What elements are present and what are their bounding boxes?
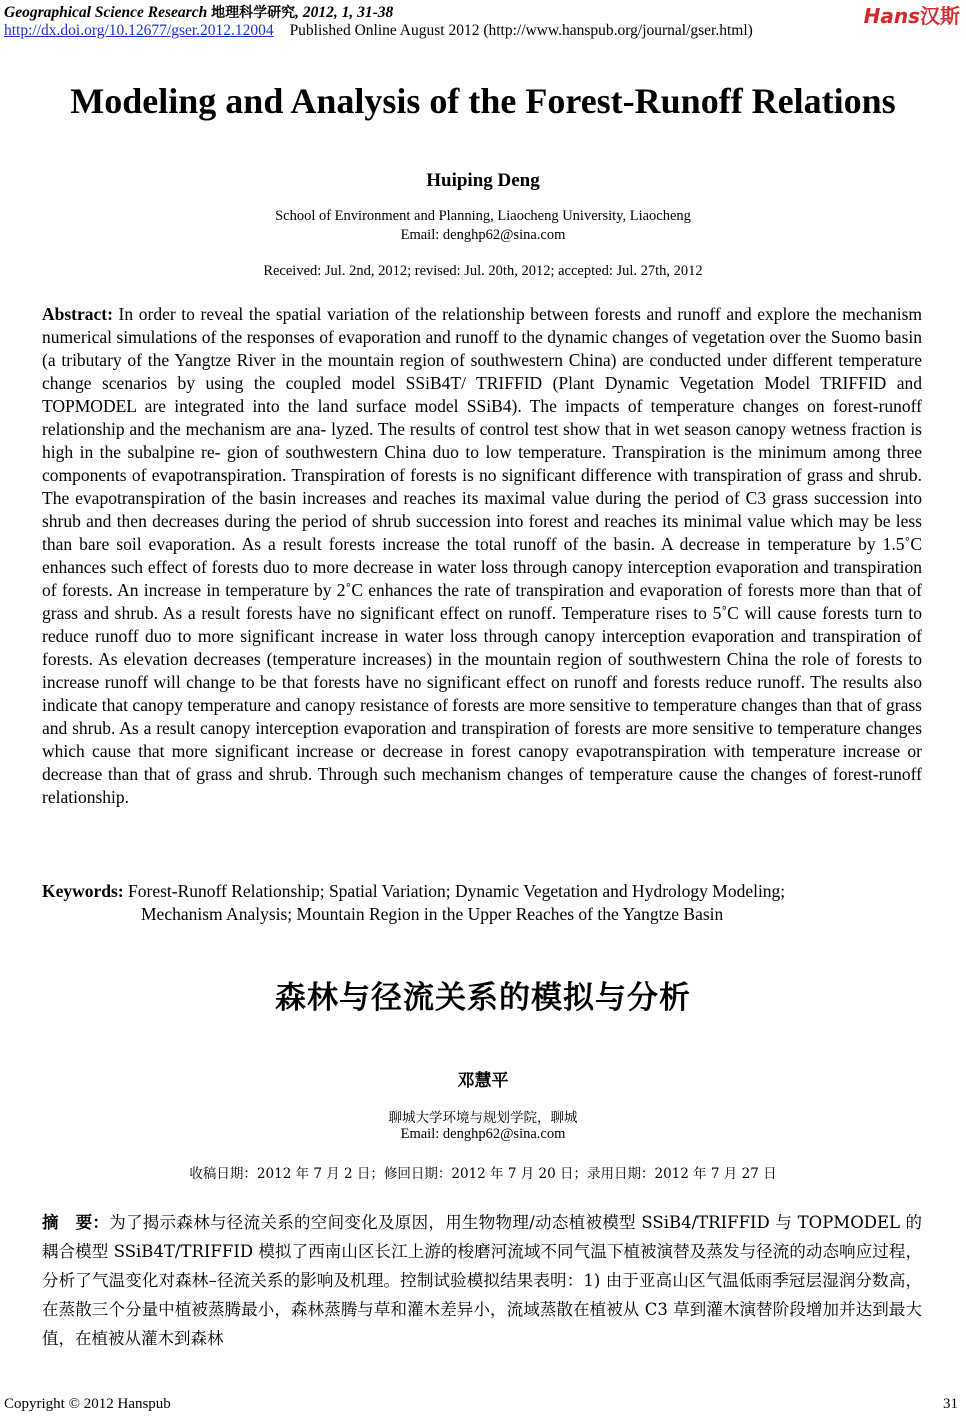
abstract-text: In order to reveal the spatial variation of the relationship between forests and runoff and explore the mechanism numerical simulations of the responses of evaporation and runoff to the dynamic changes of vegetation over the Suomo basin (a tributary of the Yangtze River in the mountain region of southwestern China) are conducted under different temperature change scenarios by using the coupled model SSiB4T/ TRIFFID (Plant Dynamic Vegetation Model TRIFFID and TOPMODEL are integrated into the land surface model SSiB4). The impacts of temperature changes on forest-runoff relationship and the mechanism are ana- lyzed. The results of control test show that in wet season canopy wetness fraction is high in the subalpine re- gion of southwestern China duo to low temperature. Transpiration is the minimum among three components of evapotranspiration. Transpiration of forests is no significant difference with transpiration of grass and shrub. The evapotranspiration of the basin increases and reaches its maximal value during the period of C3 grass succession into shrub and then decreases during the period of shrub succession into forest and reaches its minimal value which may be less than bare soil evaporation. As a result forests increase the total runoff of the basin. A decrease in temperature by 1.5˚C enhances such effect of forests duo to more decrease in water loss through canopy interception evaporation and transpiration of forests. An increase in temperature by 2˚C enhances the rate of transpiration and evaporation of forests more than that of grass and shrub. As a result forests have no significant effect on runoff. Temperature rises to 5˚C will cause forests turn to reduce runoff duo to more significant increase in water loss through canopy interception evaporation and transpiration of forests. As elevation decreases (temperature increases) in the mountain region of southwestern China the role of forests to increase runoff will change to be that forests have no significant effect on runoff and forests reduce runoff. The results also indicate that canopy temperature and canopy resistance of forests are more sensitive to temperature changes than that of grass and shrub. As a result canopy interception evaporation and transpiration of forests are more sensitive to temperature changes which cause that more significant increase or decrease in forest canopy evapotranspiration with temperature increase or decrease than that of grass and shrub. Through such mechanism changes of temperature cause the changes of forest-runoff relationship. — [42, 304, 922, 807]
journal-header — [4, 2, 393, 22]
keywords-line2: Mechanism Analysis; Mountain Region in the Upper Reaches of the Yangtze Basin — [141, 904, 724, 924]
dates-en: Received: Jul. 2nd, 2012; revised: Jul. 20th, 2012; accepted: Jul. 27th, 2012 — [263, 263, 703, 279]
abstract-label: Abstract: — [42, 304, 113, 324]
email-en: Email: denghp62@sina.com — [400, 227, 566, 243]
abstract-cn — [42, 1208, 922, 1353]
journal-name: Geographical Science Research — [4, 4, 208, 21]
logo-text-cn: 汉斯 — [920, 4, 960, 28]
keywords-en — [42, 880, 942, 926]
header-line2 — [4, 22, 753, 40]
keywords-label: Keywords: — [42, 881, 124, 901]
author-en: Huiping Deng — [426, 170, 540, 191]
affiliation-cn: 聊城大学环境与规划学院，聊城 — [388, 1110, 578, 1126]
author-cn: 邓慧平 — [457, 1071, 509, 1091]
doi-link[interactable]: http://dx.doi.org/10.12677/gser.2012.12004 — [4, 22, 274, 39]
affiliation-en: School of Environment and Planning, Liaocheng University, Liaocheng — [275, 208, 691, 224]
logo-text-en: Hans — [863, 4, 920, 28]
keywords-line1: Forest-Runoff Relationship; Spatial Variation; Dynamic Vegetation and Hydrology Modeling; — [123, 881, 786, 901]
abstract-cn-text: 为了揭示森林与径流关系的空间变化及原因，用生物物理/动态植被模型 SSiB4/TRIFFID 与 TOPMODEL 的耦合模型 SSiB4T/TRIFFID 模拟了西南山区长江上游的梭磨河流域不同气温下植被演替及蒸发与径流的动态响应过程，分析了气温变化对森林–径流关系的影响及机理。控制试验模拟结果表明：1) 由于亚高山区气温低雨季冠层湿润分数高，在蒸散三个分量中植被蒸腾最小，森林蒸腾与草和灌木差异小，流域蒸散在植被从 C3 草到灌木演替阶段增加并达到最大值，在植被从灌木到森林 — [42, 1213, 922, 1348]
page-number: 31 — [943, 1396, 958, 1412]
copyright: Copyright © 2012 Hanspub — [4, 1396, 171, 1412]
journal-name-cn: 地理科学研究 — [211, 5, 296, 21]
dates-cn: 收稿日期：2012 年 7 月 2 日；修回日期：2012 年 7 月 20 日；录用日期：2012 年 7 月 27 日 — [189, 1166, 777, 1182]
abstract-en — [42, 303, 922, 809]
paper-title-en: Modeling and Analysis of the Forest-Runoff Relations — [70, 81, 896, 121]
paper-title-cn: 森林与径流关系的模拟与分析 — [275, 980, 691, 1016]
hans-logo — [864, 0, 960, 29]
journal-issue: , 2012, 1, 31-38 — [295, 4, 394, 21]
published-info: Published Online August 2012 (http://www.hanspub.org/journal/gser.html) — [289, 22, 753, 39]
email-cn: Email: denghp62@sina.com — [400, 1126, 566, 1142]
abstract-cn-label: 摘 要： — [42, 1213, 110, 1232]
